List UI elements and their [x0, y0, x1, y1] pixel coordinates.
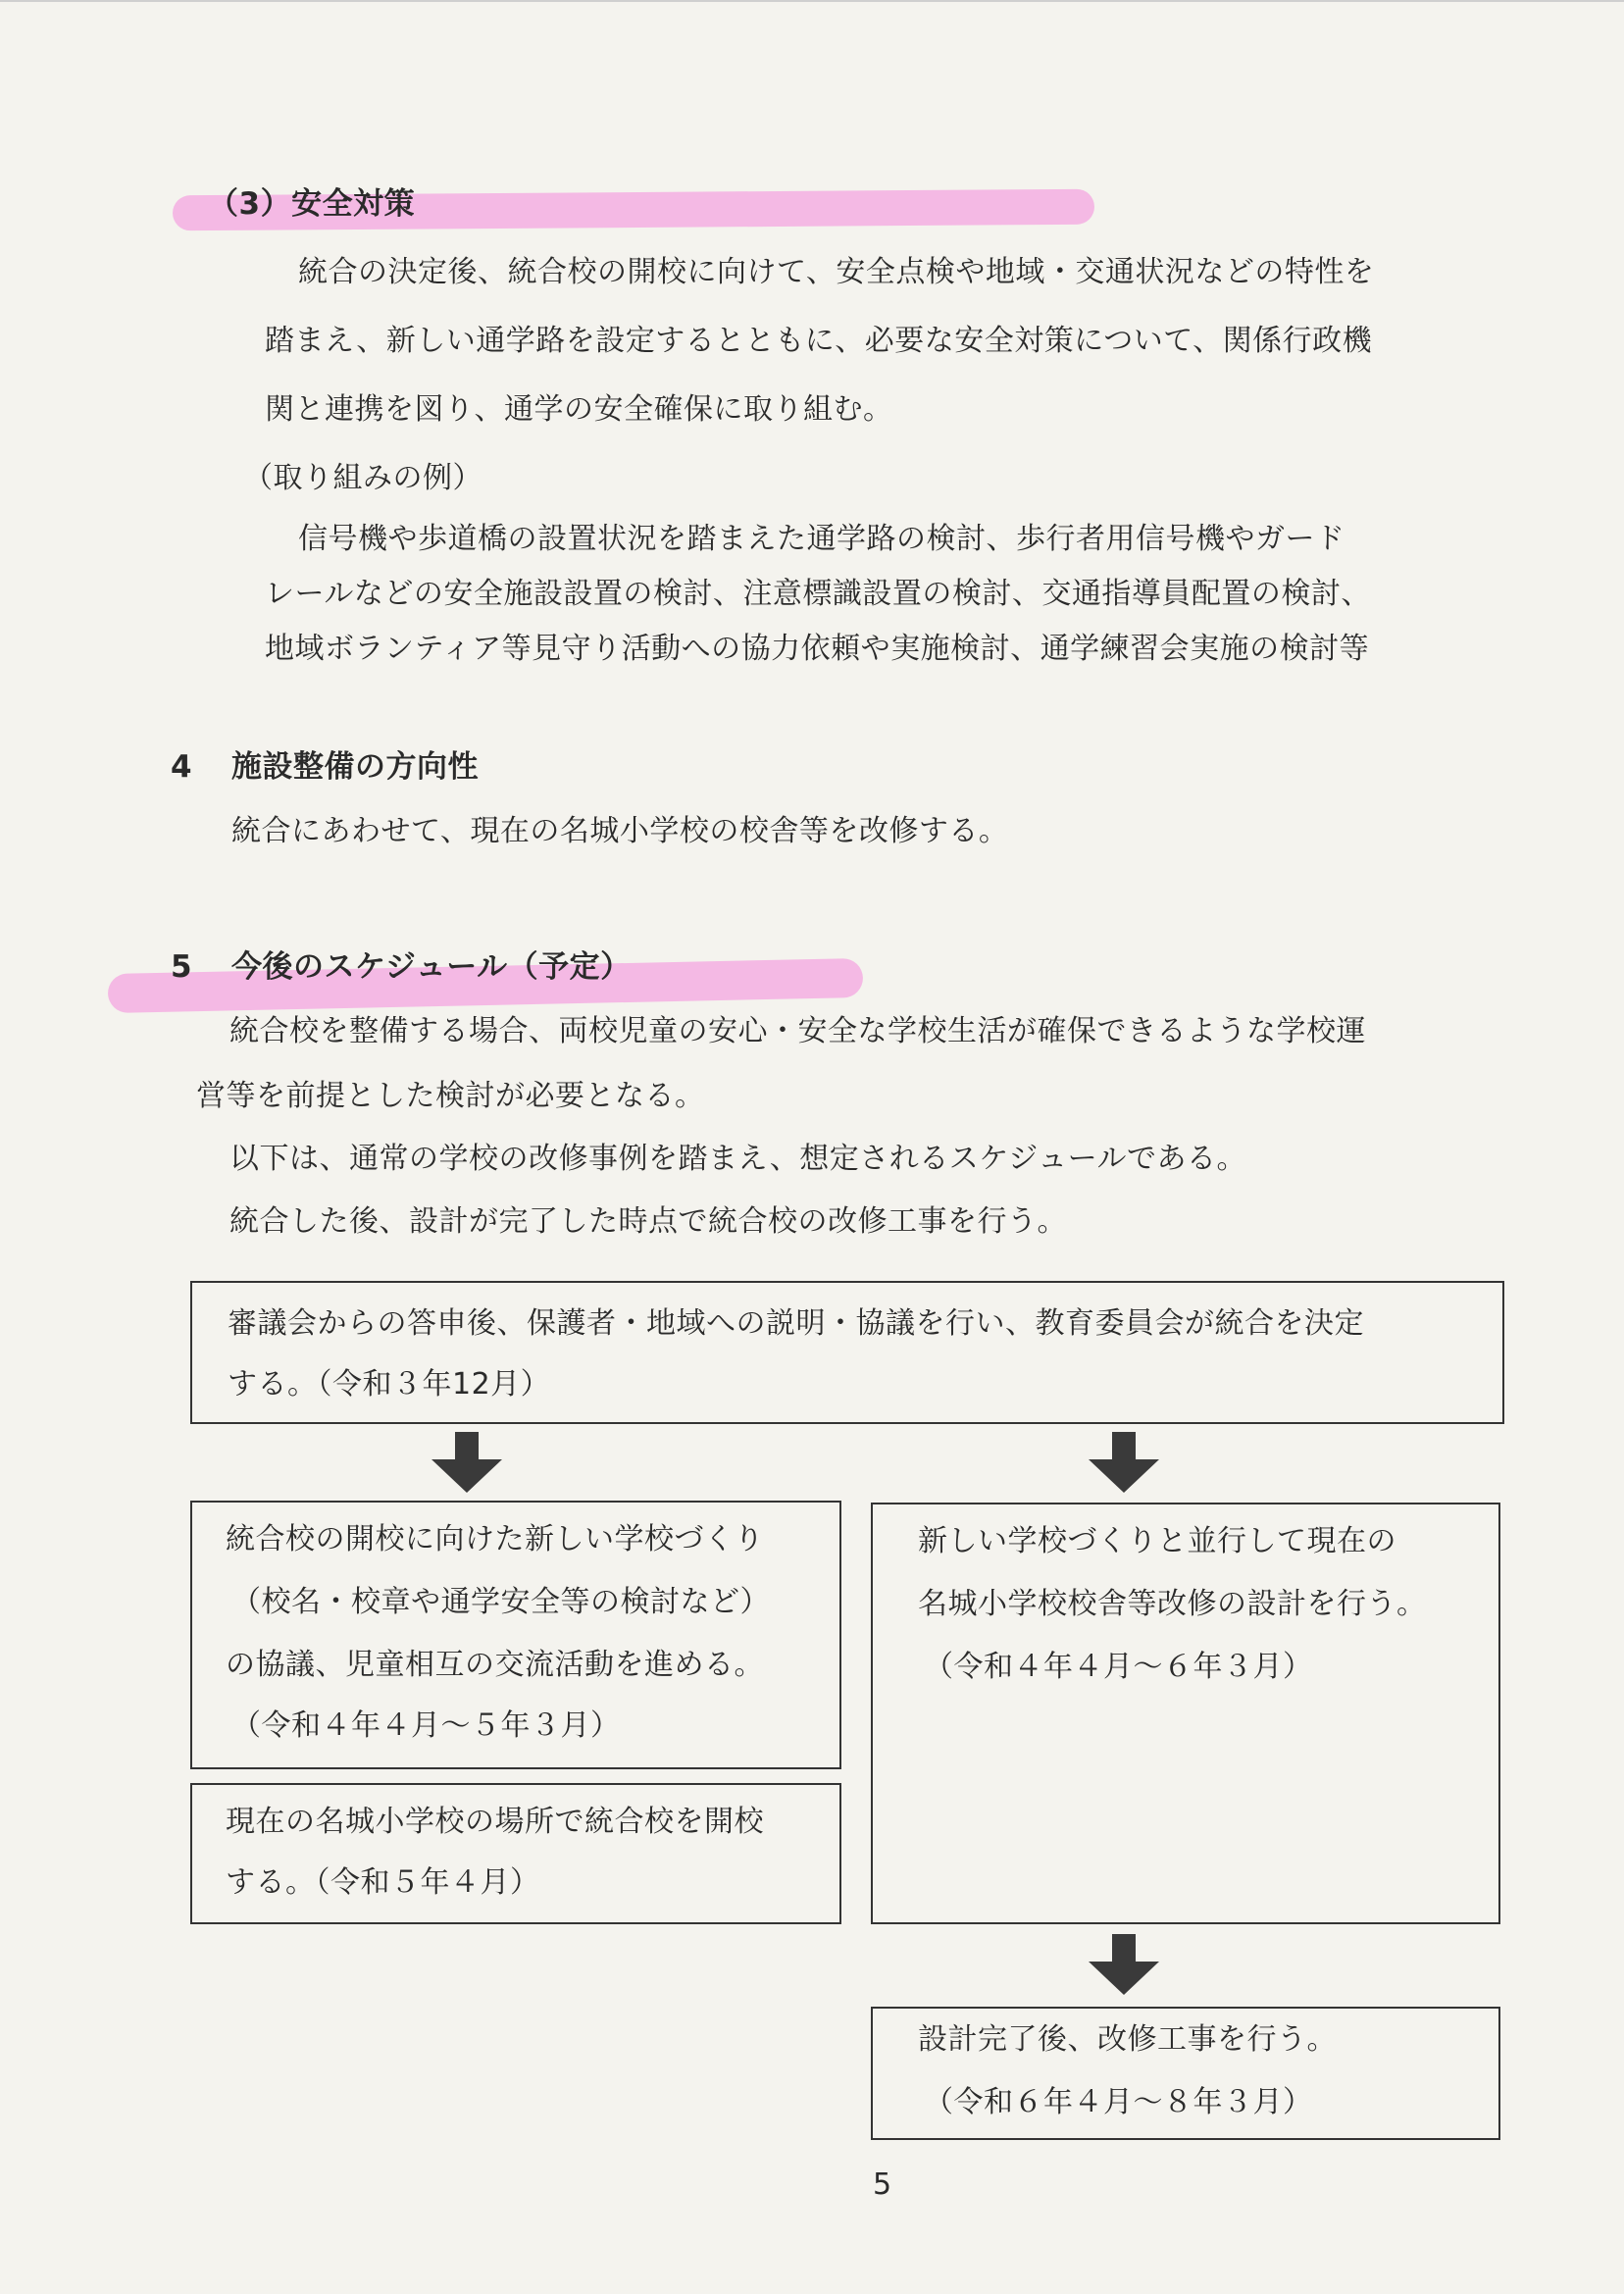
flow-box-construction-line-1: 設計完了後、改修工事を行う。: [918, 2022, 1337, 2057]
section-3-paragraph-line-3: 関と連携を図り、通学の安全確保に取り組む。: [265, 392, 893, 427]
flow-box-design-line-3: （令和４年４月～６年３月）: [924, 1650, 1313, 1684]
arrow-down-icon: [428, 1432, 506, 1493]
examples-line-1: 信号機や歩道橋の設置状況を踏まえた通学路の検討、歩行者用信号機やガード: [298, 522, 1345, 556]
flow-box-school-making: [190, 1501, 841, 1769]
flow-box-design: [871, 1503, 1500, 1924]
flow-box-decision-line-2: する。（令和３年12月）: [228, 1367, 551, 1402]
section-4-number: 4: [171, 749, 193, 785]
flow-box-school-making-line-3: の協議、児童相互の交流活動を進める。: [226, 1648, 764, 1682]
flow-box-school-making-line-1: 統合校の開校に向けた新しい学校づくり: [226, 1522, 764, 1556]
flow-box-decision: [190, 1281, 1504, 1424]
examples-line-3: 地域ボランティア等見守り活動への協力依頼や実施検討、通学練習会実施の検討等: [265, 632, 1370, 666]
section-3-paragraph-line-2: 踏まえ、新しい通学路を設定するとともに、必要な安全対策について、関係行政機: [265, 324, 1373, 358]
section-4-paragraph: 統合にあわせて、現在の名城小学校の校舎等を改修する。: [231, 814, 1009, 848]
section-5-paragraph-line-3: 以下は、通常の学校の改修事例を踏まえ、想定されるスケジュールである。: [229, 1142, 1246, 1176]
flow-box-construction-line-2: （令和６年４月～８年３月）: [924, 2085, 1313, 2119]
flow-box-opening-line-1: 現在の名城小学校の場所で統合校を開校: [226, 1805, 764, 1839]
section-3-paragraph-line-1: 統合の決定後、統合校の開校に向けて、安全点検や地域・交通状況などの特性を: [298, 255, 1375, 289]
flow-box-design-line-2: 名城小学校校舎等改修の設計を行う。: [918, 1587, 1427, 1621]
flow-box-school-making-line-4: （令和４年４月～５年３月）: [231, 1708, 621, 1743]
section-4-heading: 施設整備の方向性: [231, 749, 479, 785]
examples-line-2: レールなどの安全施設設置の検討、注意標識設置の検討、交通指導員配置の検討、: [265, 577, 1371, 611]
page-top-edge: [0, 0, 1624, 2]
flow-box-design-line-1: 新しい学校づくりと並行して現在の: [918, 1524, 1396, 1558]
flow-box-opening: [190, 1783, 841, 1924]
page-number: 5: [873, 2167, 892, 2202]
arrow-down-icon: [1085, 1934, 1163, 1995]
flow-box-opening-line-2: する。（令和５年４月）: [226, 1865, 540, 1900]
section-5-paragraph-line-4: 統合した後、設計が完了した時点で統合校の改修工事を行う。: [229, 1204, 1067, 1239]
flow-box-school-making-line-2: （校名・校章や通学安全等の検討など）: [231, 1585, 770, 1619]
flow-box-construction: [871, 2007, 1500, 2140]
section-5-heading: 今後のスケジュール（予定）: [231, 949, 632, 985]
section-3-heading: （3）安全対策: [208, 186, 416, 222]
section-5-paragraph-line-2: 営等を前提とした検討が必要となる。: [196, 1079, 705, 1113]
arrow-down-icon: [1085, 1432, 1163, 1493]
examples-label: （取り組みの例）: [243, 461, 482, 495]
section-5-paragraph-line-1: 統合校を整備する場合、両校児童の安心・安全な学校生活が確保できるような学校運: [229, 1014, 1366, 1048]
flow-box-decision-line-1: 審議会からの答申後、保護者・地域への説明・協議を行い、教育委員会が統合を決定: [228, 1306, 1364, 1341]
section-5-number: 5: [171, 949, 193, 985]
